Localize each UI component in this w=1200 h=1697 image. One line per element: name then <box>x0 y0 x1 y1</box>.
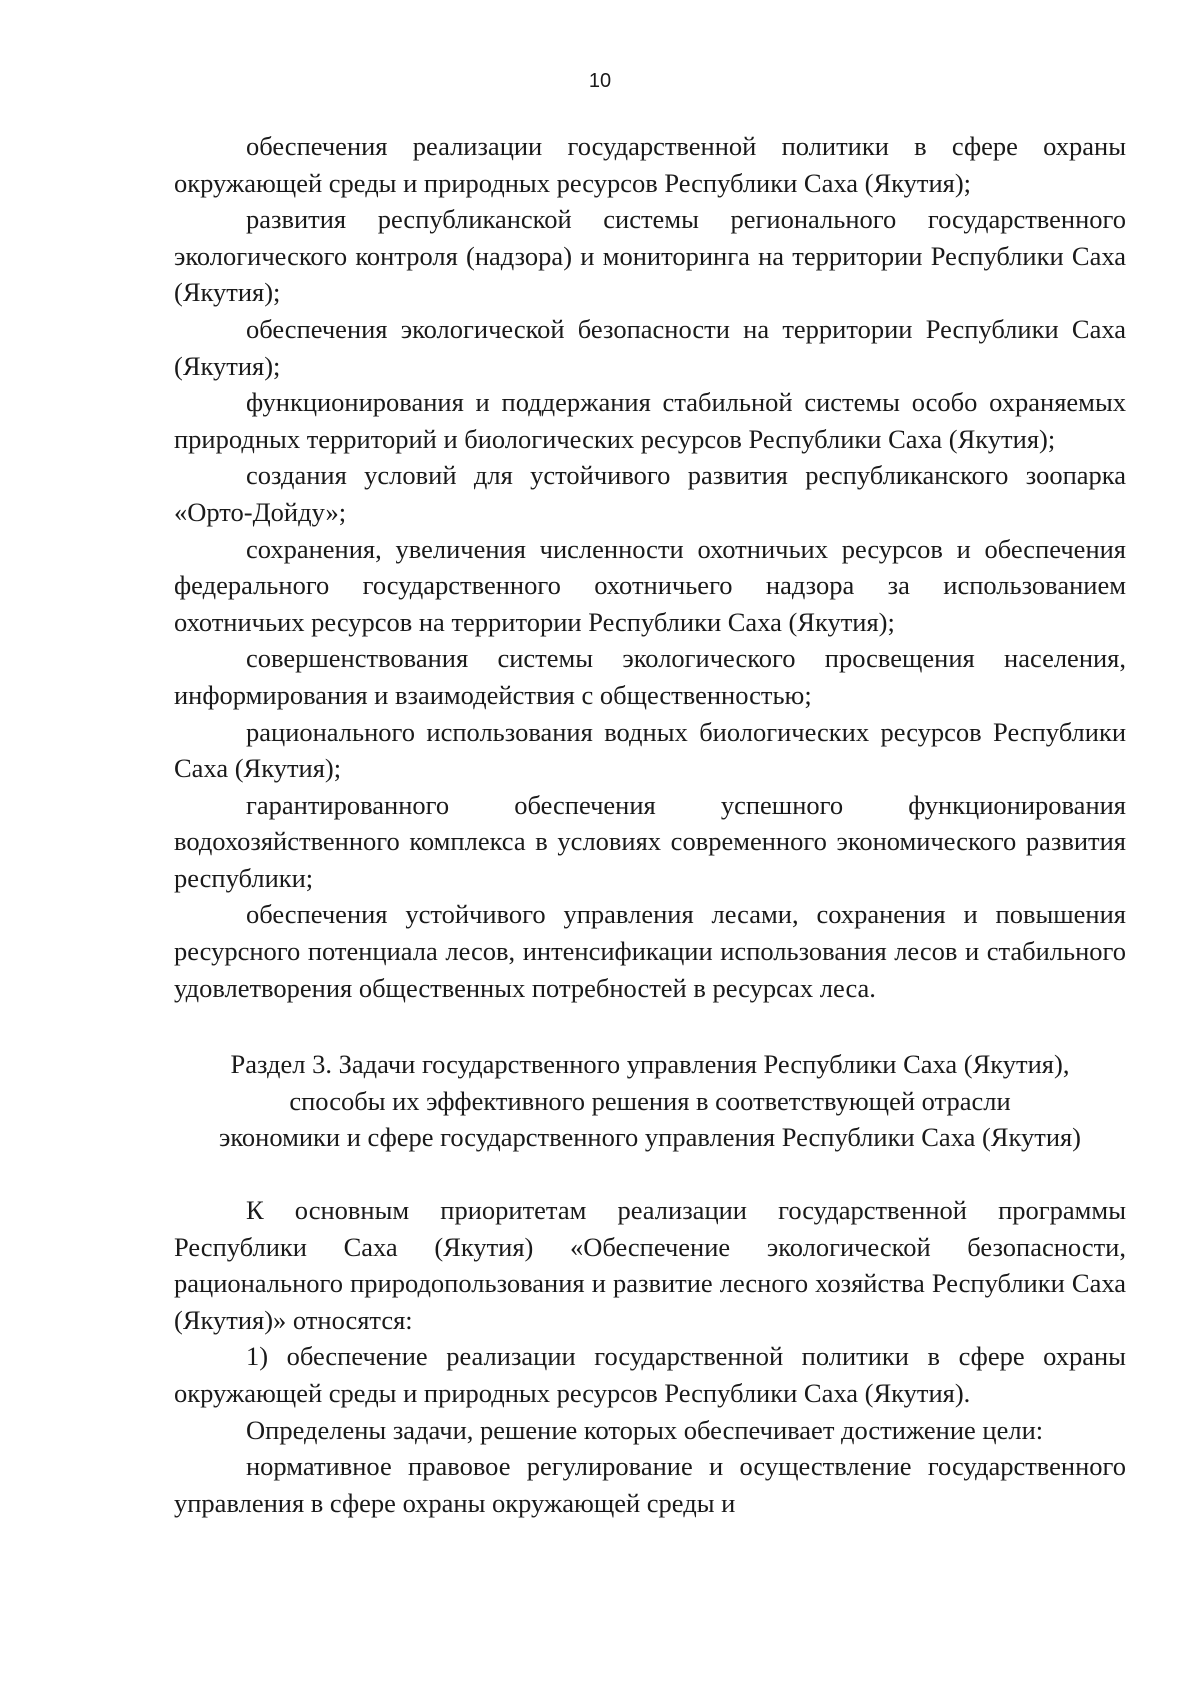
paragraph: обеспечения экологической безопасности на территории Республики Саха (Якутия); <box>174 313 1126 381</box>
document-body <box>174 128 1126 1521</box>
paragraph: создания условий для устойчивого развития республиканского зоопарка «Орто-Дойду»; <box>174 460 1126 527</box>
paragraph: гарантированного обеспечения успешного функционирования водохозяйственного комплекса в условиях современного экономического развития республики; <box>174 789 1126 893</box>
paragraph: нормативное правовое регулирование и осуществление государственного управления в сфере охраны окружающей среды и <box>174 1451 1126 1518</box>
section-heading-line: экономики и сфере государственного управления Республики Саха (Якутия) <box>218 1122 1082 1153</box>
paragraph: совершенствования системы экологического просвещения населения, информирования и взаимодействия с общественностью; <box>174 643 1126 710</box>
paragraph: обеспечения реализации государственной политики в сфере охраны окружающей среды и природных ресурсов Республики Саха (Якутия); <box>174 131 1126 198</box>
section-heading-line: способы их эффективного решения в соответствующей отрасли <box>289 1085 1011 1116</box>
section-heading-line: Раздел 3. Задачи государственного управления Республики Саха (Якутия), <box>230 1049 1070 1080</box>
paragraph: К основным приоритетам реализации государственной программы Республики Саха (Якутия) «Обеспечение экологической безопасности, рационального природопользования и развитие лесного хозяйства Республики Саха (Якутия)» относятся: <box>174 1195 1126 1335</box>
page-number: 10 <box>588 70 612 92</box>
paragraph: рационального использования водных биологических ресурсов Республики Саха (Якутия); <box>174 716 1126 784</box>
paragraph: развития республиканской системы регионального государственного экологического контроля (надзора) и мониторинга на территории Республики Саха (Якутия); <box>174 204 1126 308</box>
paragraph: 1) обеспечение реализации государственной политики в сфере охраны окружающей среды и природных ресурсов Республики Саха (Якутия). <box>174 1341 1126 1408</box>
paragraph: функционирования и поддержания стабильной системы особо охраняемых природных территорий и биологических ресурсов Республики Саха (Якутия); <box>174 387 1126 454</box>
spacer <box>174 1156 1126 1192</box>
paragraph: сохранения, увеличения численности охотничьих ресурсов и обеспечения федерального государственного охотничьего надзора за использованием охотничьих ресурсов на территории Республики Саха (Якутия); <box>174 533 1126 637</box>
section-heading <box>174 1046 1126 1156</box>
paragraph: обеспечения устойчивого управления лесами, сохранения и повышения ресурсного потенциала лесов, интенсификации использования лесов и стабильного удовлетворения общественных потребностей в ресурсах леса. <box>174 899 1126 1003</box>
paragraph: Определены задачи, решение которых обеспечивает достижение цели: <box>246 1414 1044 1445</box>
